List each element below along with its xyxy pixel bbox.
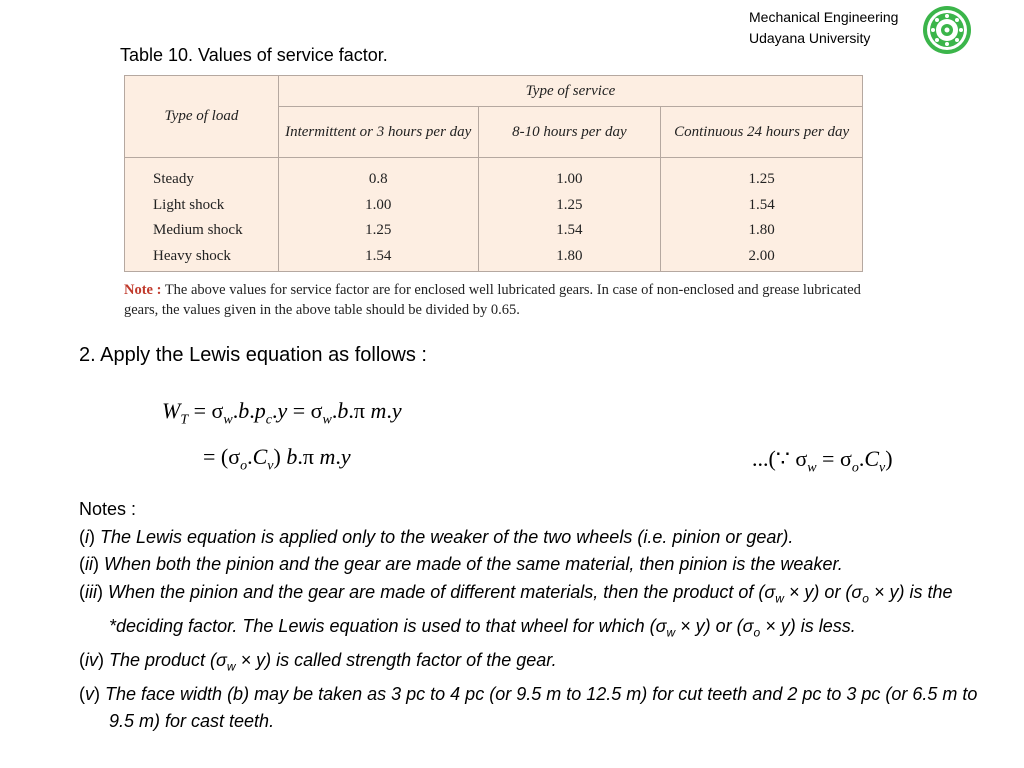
note-item: (v) The face width (b) may be taken as 3 pc to 4 pc (or 9.5 m to 12.5 m) for cut teeth and 2 pc to 3 pc (or 6.5 m to 9.5 m) for cast teeth. [79, 683, 978, 732]
note-item: (ii) When both the pinion and the gear are made of the same material, then pinion is the weaker. [79, 554, 843, 574]
header-department: Mechanical Engineering [749, 9, 899, 25]
load-type-cell: Light shock [125, 193, 279, 219]
value-cell: 1.54 [661, 193, 863, 219]
note-item: (i) The Lewis equation is applied only to the weaker of the two wheels (i.e. pinion or gear). [79, 526, 794, 547]
value-cell: 1.54 [278, 244, 478, 272]
header-university: Udayana University [749, 30, 871, 46]
table-caption: Table 10. Values of service factor. [120, 45, 388, 65]
load-type-cell: Heavy shock [125, 244, 279, 272]
note-label: Note : [124, 282, 162, 298]
value-cell: 1.25 [278, 218, 478, 244]
note-item: (iii) When the pinion and the gear are made of different materials, then the product of $(\sigma_w \times y)$ or $(\sigma_o \times y)$ is the *deciding factor. The Lewis equation is used to that wheel for which $(\sigma_w \times y)$ or $(\sigma_o \times y)$ is less. [79, 581, 953, 640]
value-cell: 1.00 [278, 193, 478, 219]
type-of-service-header: Type of service [278, 76, 862, 107]
value-cell: 1.80 [478, 244, 661, 272]
table-row [125, 158, 863, 193]
notes-section [79, 496, 979, 736]
value-cell: 1.00 [478, 158, 661, 193]
value-cell: 1.25 [478, 193, 661, 219]
column-header: 8-10 hours per day [478, 107, 661, 158]
load-type-cell: Medium shock [125, 218, 279, 244]
value-cell: 1.54 [478, 218, 661, 244]
service-factor-table [124, 75, 863, 272]
value-cell: 0.8 [278, 158, 478, 193]
table-row [125, 244, 863, 272]
table-row [125, 193, 863, 219]
value-cell: 1.25 [661, 158, 863, 193]
table-row [125, 218, 863, 244]
note-text: The above values for service factor are for enclosed well lubricated gears. In case of non-enclosed and grease lubricated gears, the values given in the above table should be divided by 0.65. [124, 282, 861, 318]
note-item: (iv) The product $(\sigma_w \times y)$ is called strength factor of the gear. [79, 649, 557, 674]
notes-heading: Notes : [79, 499, 137, 519]
load-type-cell: Steady [125, 158, 279, 193]
column-header: Intermittent or 3 hours per day [278, 107, 478, 158]
column-header: Continuous 24 hours per day [661, 107, 863, 158]
lewis-equation-line-2: = $(\sigma_o.C_v)$ b.π m.y [203, 444, 351, 474]
value-cell: 2.00 [661, 244, 863, 272]
value-cell: 1.80 [661, 218, 863, 244]
lewis-equation-line-1: $W_T = \sigma_w.b.p_c.y = \sigma_w.b.\pi$ m.y [162, 398, 402, 428]
header-institution [749, 7, 898, 49]
lewis-equation-condition: ...(∵ $\sigma_w = \sigma_o.C_v$) [752, 446, 893, 476]
step-heading: 2. Apply the Lewis equation as follows : [79, 344, 427, 366]
table-note [124, 280, 866, 320]
type-of-load-header: Type of load [125, 76, 279, 158]
university-logo-icon [922, 5, 972, 55]
